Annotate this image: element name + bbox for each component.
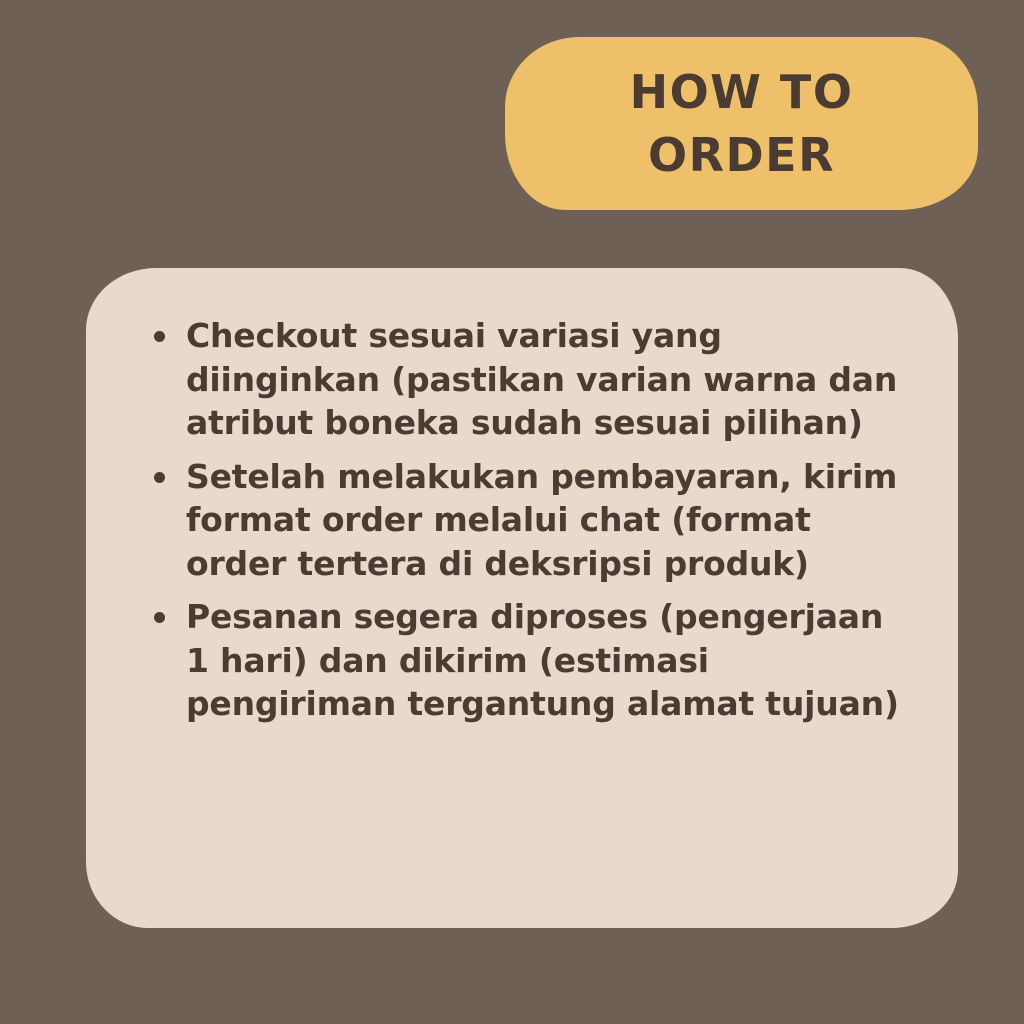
bullet-icon [154, 612, 165, 623]
list-item [140, 314, 904, 445]
steps-list [140, 314, 904, 726]
step-text: Setelah melakukan pembayaran, kirim format order melalui chat (format order tertera di deksripsi produk) [186, 456, 898, 583]
list-item [140, 595, 904, 726]
bullet-icon [154, 472, 165, 483]
instructions-card [86, 268, 958, 928]
step-text: Checkout sesuai variasi yang diinginkan (pastikan varian warna dan atribut boneka sudah sesuai pilihan) [186, 316, 898, 443]
step-text: Pesanan segera diproses (pengerjaan 1 hari) dan dikirim (estimasi pengiriman tergantung alamat tujuan) [186, 597, 899, 724]
title-line-2: ORDER [647, 127, 836, 182]
title-badge [505, 37, 978, 210]
title-line-1: HOW TO [629, 65, 854, 120]
bullet-icon [154, 331, 165, 342]
list-item [140, 455, 904, 586]
